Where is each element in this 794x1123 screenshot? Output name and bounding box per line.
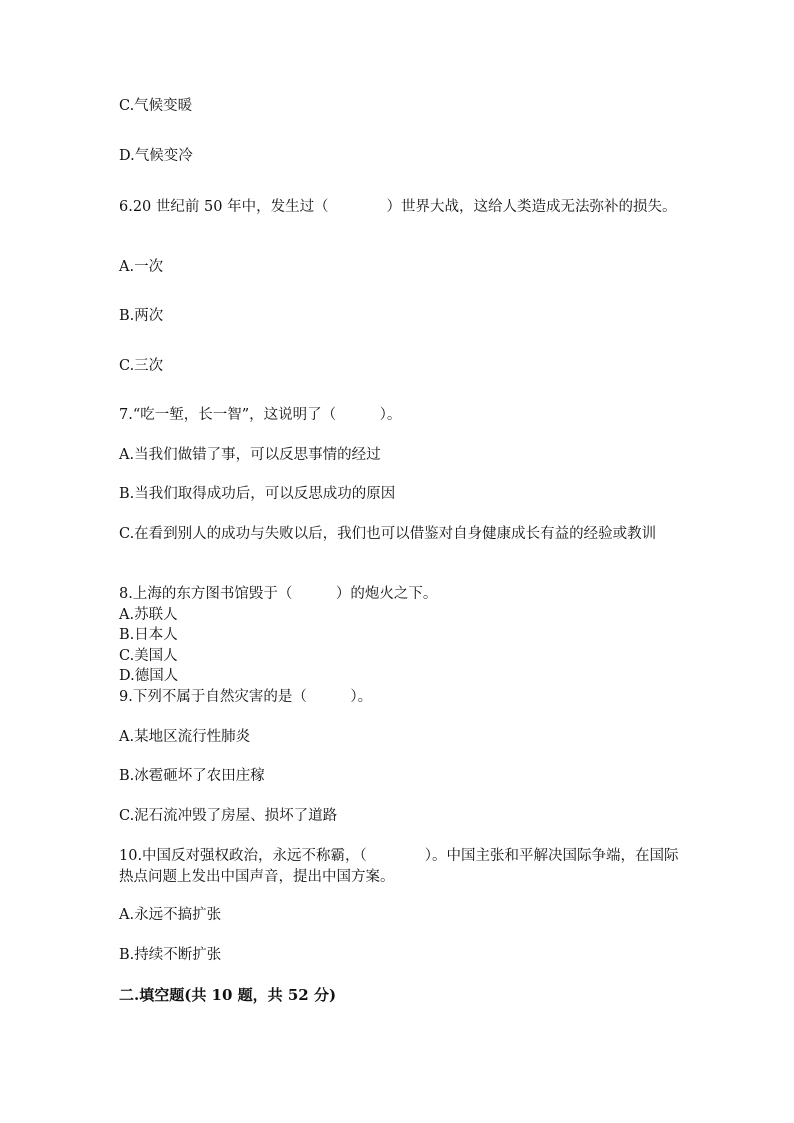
q8-option-d: D.德国人 — [119, 668, 179, 684]
q6-option-b: B.两次 — [119, 308, 164, 324]
q9-option-c: C.泥石流冲毁了房屋、损坏了道路 — [119, 808, 338, 824]
q7-option-b: B.当我们取得成功后，可以反思成功的原因 — [119, 486, 396, 502]
q8-option-b: B.日本人 — [119, 627, 178, 643]
q6-option-a: A.一次 — [119, 259, 164, 275]
q10-option-a: A.永远不搞扩张 — [119, 907, 222, 923]
q7-stem: 7.“吃一堑，长一智”，这说明了（ ）。 — [119, 407, 402, 423]
q8-option-c: C.美国人 — [119, 648, 178, 664]
q7-option-a: A.当我们做错了事，可以反思事情的经过 — [119, 447, 381, 463]
q8-option-a: A.苏联人 — [119, 607, 178, 623]
q5-option-c: C.气候变暖 — [119, 98, 193, 114]
q10-stem: 10.中国反对强权政治，永远不称霸，（ ）。中国主张和平解决国际争端，在国际热点问题上发出中国声音，提出中国方案。 — [119, 848, 679, 885]
q10-option-b: B.持续不断扩张 — [119, 947, 222, 963]
q9-option-b: B.冰雹砸坏了农田庄稼 — [119, 768, 265, 784]
q8-stem: 8.上海的东方图书馆毁于（ ）的炮火之下。 — [119, 586, 438, 602]
section-heading-fill-in: 二.填空题(共 10 题，共 52 分) — [119, 986, 337, 1004]
q7-option-c: C.在看到别人的成功与失败以后，我们也可以借鉴对自身健康成长有益的经验或教训 — [119, 526, 657, 542]
q5-option-d: D.气候变冷 — [119, 148, 193, 164]
q9-stem: 9.下列不属于自然灾害的是（ ）。 — [119, 689, 373, 705]
q6-stem: 6.20 世纪前 50 年中，发生过（ ）世界大战，这给人类造成无法弥补的损失。 — [119, 199, 677, 215]
q9-option-a: A.某地区流行性肺炎 — [119, 729, 251, 745]
q6-option-c: C.三次 — [119, 358, 164, 374]
